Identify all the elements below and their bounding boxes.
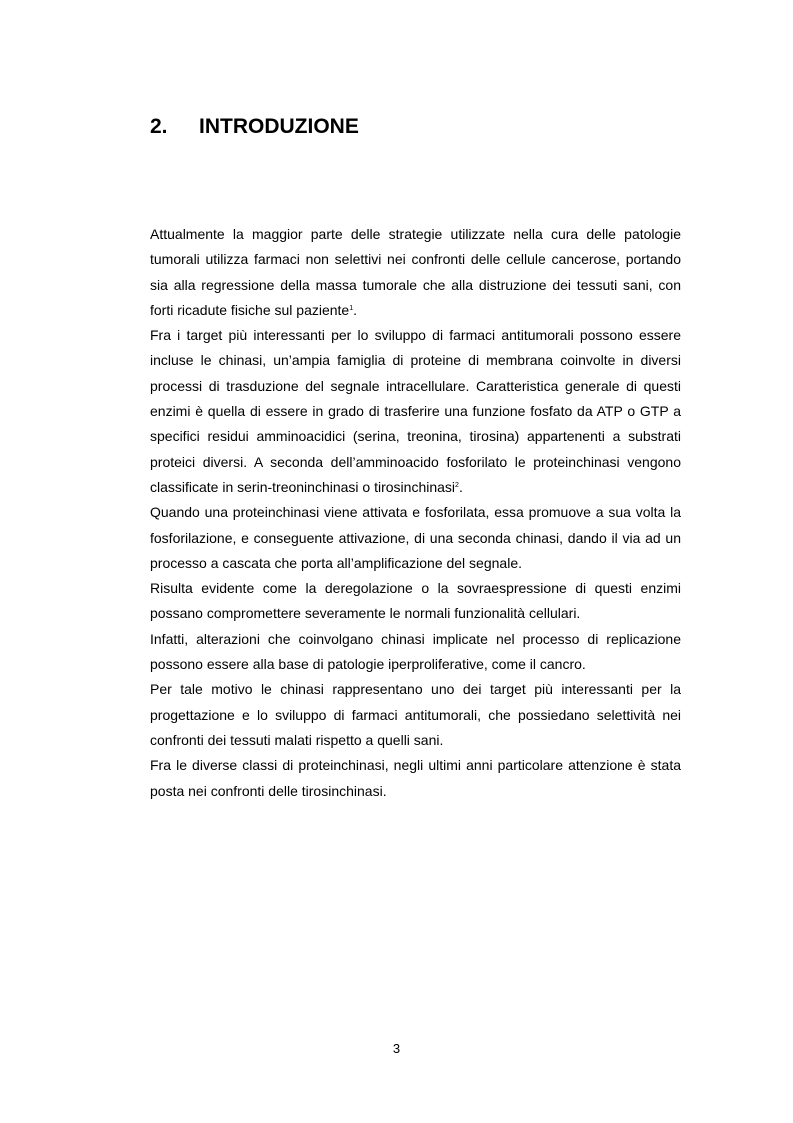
- page-number: 3: [392, 1041, 401, 1056]
- paragraph: [150, 323, 681, 500]
- footnote-ref: 2: [455, 481, 459, 489]
- paragraph: [150, 222, 681, 323]
- body-text: [150, 222, 681, 804]
- paragraph-text: Attualmente la maggior parte delle strategie utilizzate nella cura delle patologie tumorali utilizza farmaci non selettivi nei confronti delle cellule cancerose, portando sia alla regressione della massa tumorale che alla distruzione dei tessuti sani, con forti ricadute fisiche sul paziente: [150, 226, 681, 318]
- footnote-ref: 1: [349, 304, 354, 312]
- paragraph: Risulta evidente come la deregolazione o la sovraespressione di questi enzimi possano compromettere severamente le normali funzionalità cellulari.: [150, 580, 681, 622]
- paragraph: Per tale motivo le chinasi rappresentano uno dei target più interessanti per la progettazione e lo sviluppo di farmaci antitumorali, che possiedano selettività nei confronti dei tessuti malati rispetto a quelli sani.: [150, 681, 681, 748]
- paragraph-end: .: [458, 478, 463, 495]
- paragraph-text: Fra i target più interessanti per lo sviluppo di farmaci antitumorali possono essere incluse le chinasi, un’ampia famiglia di proteine di membrana coinvolte in diversi processi di trasduzione del segnale intracellulare. Caratteristica generale di questi enzimi è quella di essere in grado di trasferire una funzione fosfato da ATP o GTP a specifici residui amminoacidici (serina, treonina, tirosina) appartenenti a substrati proteici diversi. A seconda dell’amminoacido fosforilato le proteinchinasi vengono classificate in serin-treoninchinasi o tirosinchinasi: [150, 327, 681, 495]
- paragraph: Quando una proteinchinasi viene attivata e fosforilata, essa promuove a sua volta la fosforilazione, e conseguente attivazione, di una seconda chinasi, dando il via ad un processo a cascata che porta all’amplificazione del segnale.: [150, 504, 681, 571]
- section-title: INTRODUZIONE: [199, 115, 359, 138]
- paragraph-end: .: [353, 301, 358, 318]
- section-number: 2.: [150, 115, 168, 138]
- paragraph: Fra le diverse classi di proteinchinasi, negli ultimi anni particolare attenzione è stata posta nei confronti delle tirosinchinasi.: [150, 757, 681, 799]
- paragraph: Infatti, alterazioni che coinvolgano chinasi implicate nel processo di replicazione possono essere alla base di patologie iperproliferative, come il cancro.: [150, 630, 681, 673]
- section-heading: [150, 114, 359, 140]
